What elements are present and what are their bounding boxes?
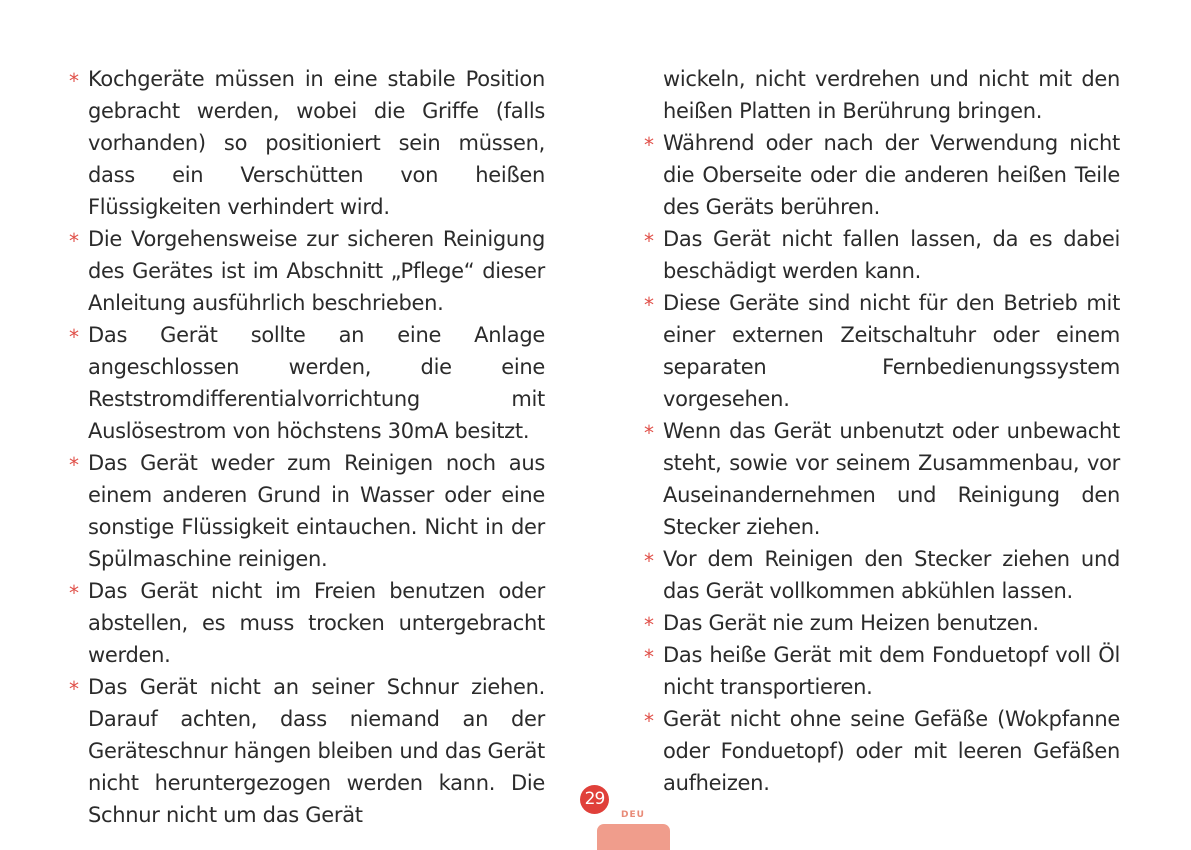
asterisk-bullet-icon: *	[644, 613, 654, 637]
list-item: * Kochgeräte müssen in eine stabile Position gebracht werden, wobei die Griffe (falls vorhanden) so positioniert sein müssen, dass ein Verschütten von heißen Flüssigkeiten verhindert wird.	[69, 67, 545, 219]
list-item: * Während oder nach der Verwendung nicht die Oberseite oder die anderen heißen Teile des Geräts berühren.	[644, 131, 1120, 219]
list-item: * Das Gerät weder zum Reinigen noch aus einem anderen Grund in Wasser oder eine sonstige Flüssigkeit eintauchen. Nicht in der Spülmaschine reinigen.	[69, 451, 545, 571]
list-item: * Das Gerät sollte an eine Anlage angeschlossen werden, die eine Reststromdifferentialvorrichtung mit Auslösestrom von höchstens 30mA besitzt.	[69, 323, 545, 443]
list-item: * Die Vorgehensweise zur sicheren Reinigung des Gerätes ist im Abschnitt „Pflege“ dieser Anleitung ausführlich beschrieben.	[69, 227, 545, 315]
list-item: * Vor dem Reinigen den Stecker ziehen und das Gerät vollkommen abkühlen lassen.	[644, 547, 1120, 603]
asterisk-bullet-icon: *	[644, 229, 654, 253]
asterisk-bullet-icon: *	[644, 549, 654, 573]
list-item: * Das Gerät nicht fallen lassen, da es dabei beschädigt werden kann.	[644, 227, 1120, 283]
list-item: * Gerät nicht ohne seine Gefäße (Wokpfanne oder Fonduetopf) oder mit leeren Gefäßen aufheizen.	[644, 707, 1120, 795]
asterisk-bullet-icon: *	[644, 421, 654, 445]
page-number-badge: 29	[580, 785, 609, 814]
list-item: * Das Gerät nicht im Freien benutzen oder abstellen, es muss trocken untergebracht werden.	[69, 579, 545, 667]
asterisk-bullet-icon: *	[69, 325, 79, 349]
left-column	[69, 63, 545, 831]
continued-text: wickeln, nicht verdrehen und nicht mit den heißen Platten in Berührung bringen.	[663, 67, 1120, 123]
asterisk-bullet-icon: *	[69, 69, 79, 93]
asterisk-bullet-icon: *	[644, 709, 654, 733]
asterisk-bullet-icon: *	[69, 453, 79, 477]
language-tab	[597, 824, 670, 850]
list-item: * Das Gerät nicht an seiner Schnur ziehen. Darauf achten, dass niemand an der Geräteschnur hängen bleiben und das Gerät nicht heruntergezogen werden kann. Die Schnur nicht um das Gerät	[69, 675, 545, 827]
list-item: * Das Gerät nie zum Heizen benutzen.	[663, 607, 1120, 639]
right-column	[644, 63, 1120, 799]
list-item: * Das heiße Gerät mit dem Fonduetopf voll Öl nicht transportieren.	[644, 643, 1120, 699]
asterisk-bullet-icon: *	[69, 581, 79, 605]
list-item: * Wenn das Gerät unbenutzt oder unbewacht steht, sowie vor seinem Zusammenbau, vor Auseinandernehmen und Reinigung den Stecker ziehen.	[644, 419, 1120, 539]
asterisk-bullet-icon: *	[644, 293, 654, 317]
asterisk-bullet-icon: *	[69, 677, 79, 701]
asterisk-bullet-icon: *	[644, 645, 654, 669]
asterisk-bullet-icon: *	[644, 133, 654, 157]
list-item: * Diese Geräte sind nicht für den Betrieb mit einer externen Zeitschaltuhr oder einem separaten Fernbedienungssystem vorgesehen.	[644, 291, 1120, 411]
asterisk-bullet-icon: *	[69, 229, 79, 253]
language-label: DEU	[621, 810, 645, 820]
